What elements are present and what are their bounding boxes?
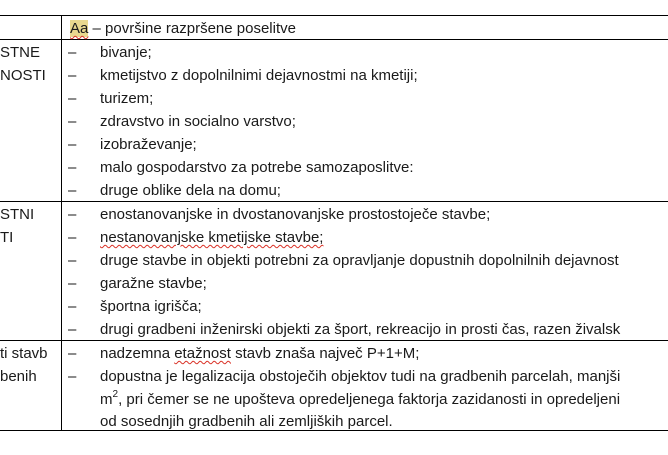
- dash-marker: –: [68, 136, 77, 153]
- list-item: turizem;: [100, 90, 154, 107]
- list-item: [100, 345, 419, 363]
- dash-marker: –: [68, 345, 77, 362]
- dash-marker: –: [68, 298, 77, 315]
- list-item: garažne stavbe;: [100, 275, 207, 292]
- list-item: drugi gradbeni inženirski objekti za šport, rekreacijo in prosti čas, razen živalsk: [100, 321, 621, 338]
- row2-left-line1: STNI: [0, 206, 35, 223]
- row2-left-line2: TI: [0, 229, 14, 246]
- row1-left-line1: STNE: [0, 44, 41, 61]
- unit-exponent: 2: [112, 389, 119, 400]
- header-bottom-border: [0, 39, 668, 40]
- dash-marker: –: [68, 206, 77, 223]
- table-top-border: [0, 15, 668, 16]
- unit-text: m: [100, 391, 113, 408]
- dash-marker: –: [68, 321, 77, 338]
- column-divider: [61, 15, 62, 431]
- list-item: zdravstvo in socialno varstvo;: [100, 113, 296, 130]
- dash-marker: –: [68, 44, 77, 61]
- list-item: kmetijstvo z dopolnilnimi dejavnostmi na kmetiji;: [100, 67, 418, 84]
- dash-marker: –: [68, 275, 77, 292]
- dash-marker: –: [68, 368, 77, 385]
- item-text: stavb znaša največ P+1+M;: [230, 345, 420, 362]
- list-item: druge oblike dela na domu;: [100, 182, 281, 199]
- item-text-flagged: etažnost: [174, 345, 231, 362]
- dash-marker: –: [68, 113, 77, 130]
- dash-marker: –: [68, 159, 77, 176]
- row3-left-line1: ti stavb: [0, 345, 48, 362]
- list-item: malo gospodarstvo za potrebe samozaposlitve:: [100, 159, 414, 176]
- header-cell: [70, 20, 296, 38]
- item-text: , pri čemer se ne upošteva opredeljenega faktorja zazidanosti in opredeljeni: [118, 391, 621, 408]
- dash-marker: –: [68, 229, 77, 246]
- header-highlight: Aa: [70, 20, 89, 37]
- dash-marker: –: [68, 90, 77, 107]
- list-item-line: dopustna je legalizacija obstoječih objektov tudi na gradbenih parcelah, manjši: [100, 368, 621, 385]
- row3-left-line2: benih: [0, 368, 37, 385]
- list-item: bivanje;: [100, 44, 152, 61]
- list-item: enostanovanjske in dvostanovanjske prostostoječe stavbe;: [100, 206, 491, 223]
- list-item: nestanovanjske kmetijske stavbe;: [100, 229, 324, 246]
- list-item: izobraževanje;: [100, 136, 197, 153]
- dash-marker: –: [68, 67, 77, 84]
- list-item-line: [100, 391, 620, 409]
- item-text: nadzemna: [100, 345, 175, 362]
- list-item: športna igrišča;: [100, 298, 202, 315]
- row1-left-line2: NOSTI: [0, 67, 46, 84]
- row1-bottom-border: [0, 201, 668, 202]
- list-item-line: od sosednjih gradbenih ali zemljiških parcel.: [100, 413, 393, 430]
- list-item: druge stavbe in objekti potrebni za opravljanje dopustnih dopolnilnih dejavnost: [100, 252, 619, 269]
- row2-bottom-border: [0, 340, 668, 341]
- dash-marker: –: [68, 252, 77, 269]
- dash-marker: –: [68, 182, 77, 199]
- header-title: – površine razpršene poselitve: [88, 20, 296, 37]
